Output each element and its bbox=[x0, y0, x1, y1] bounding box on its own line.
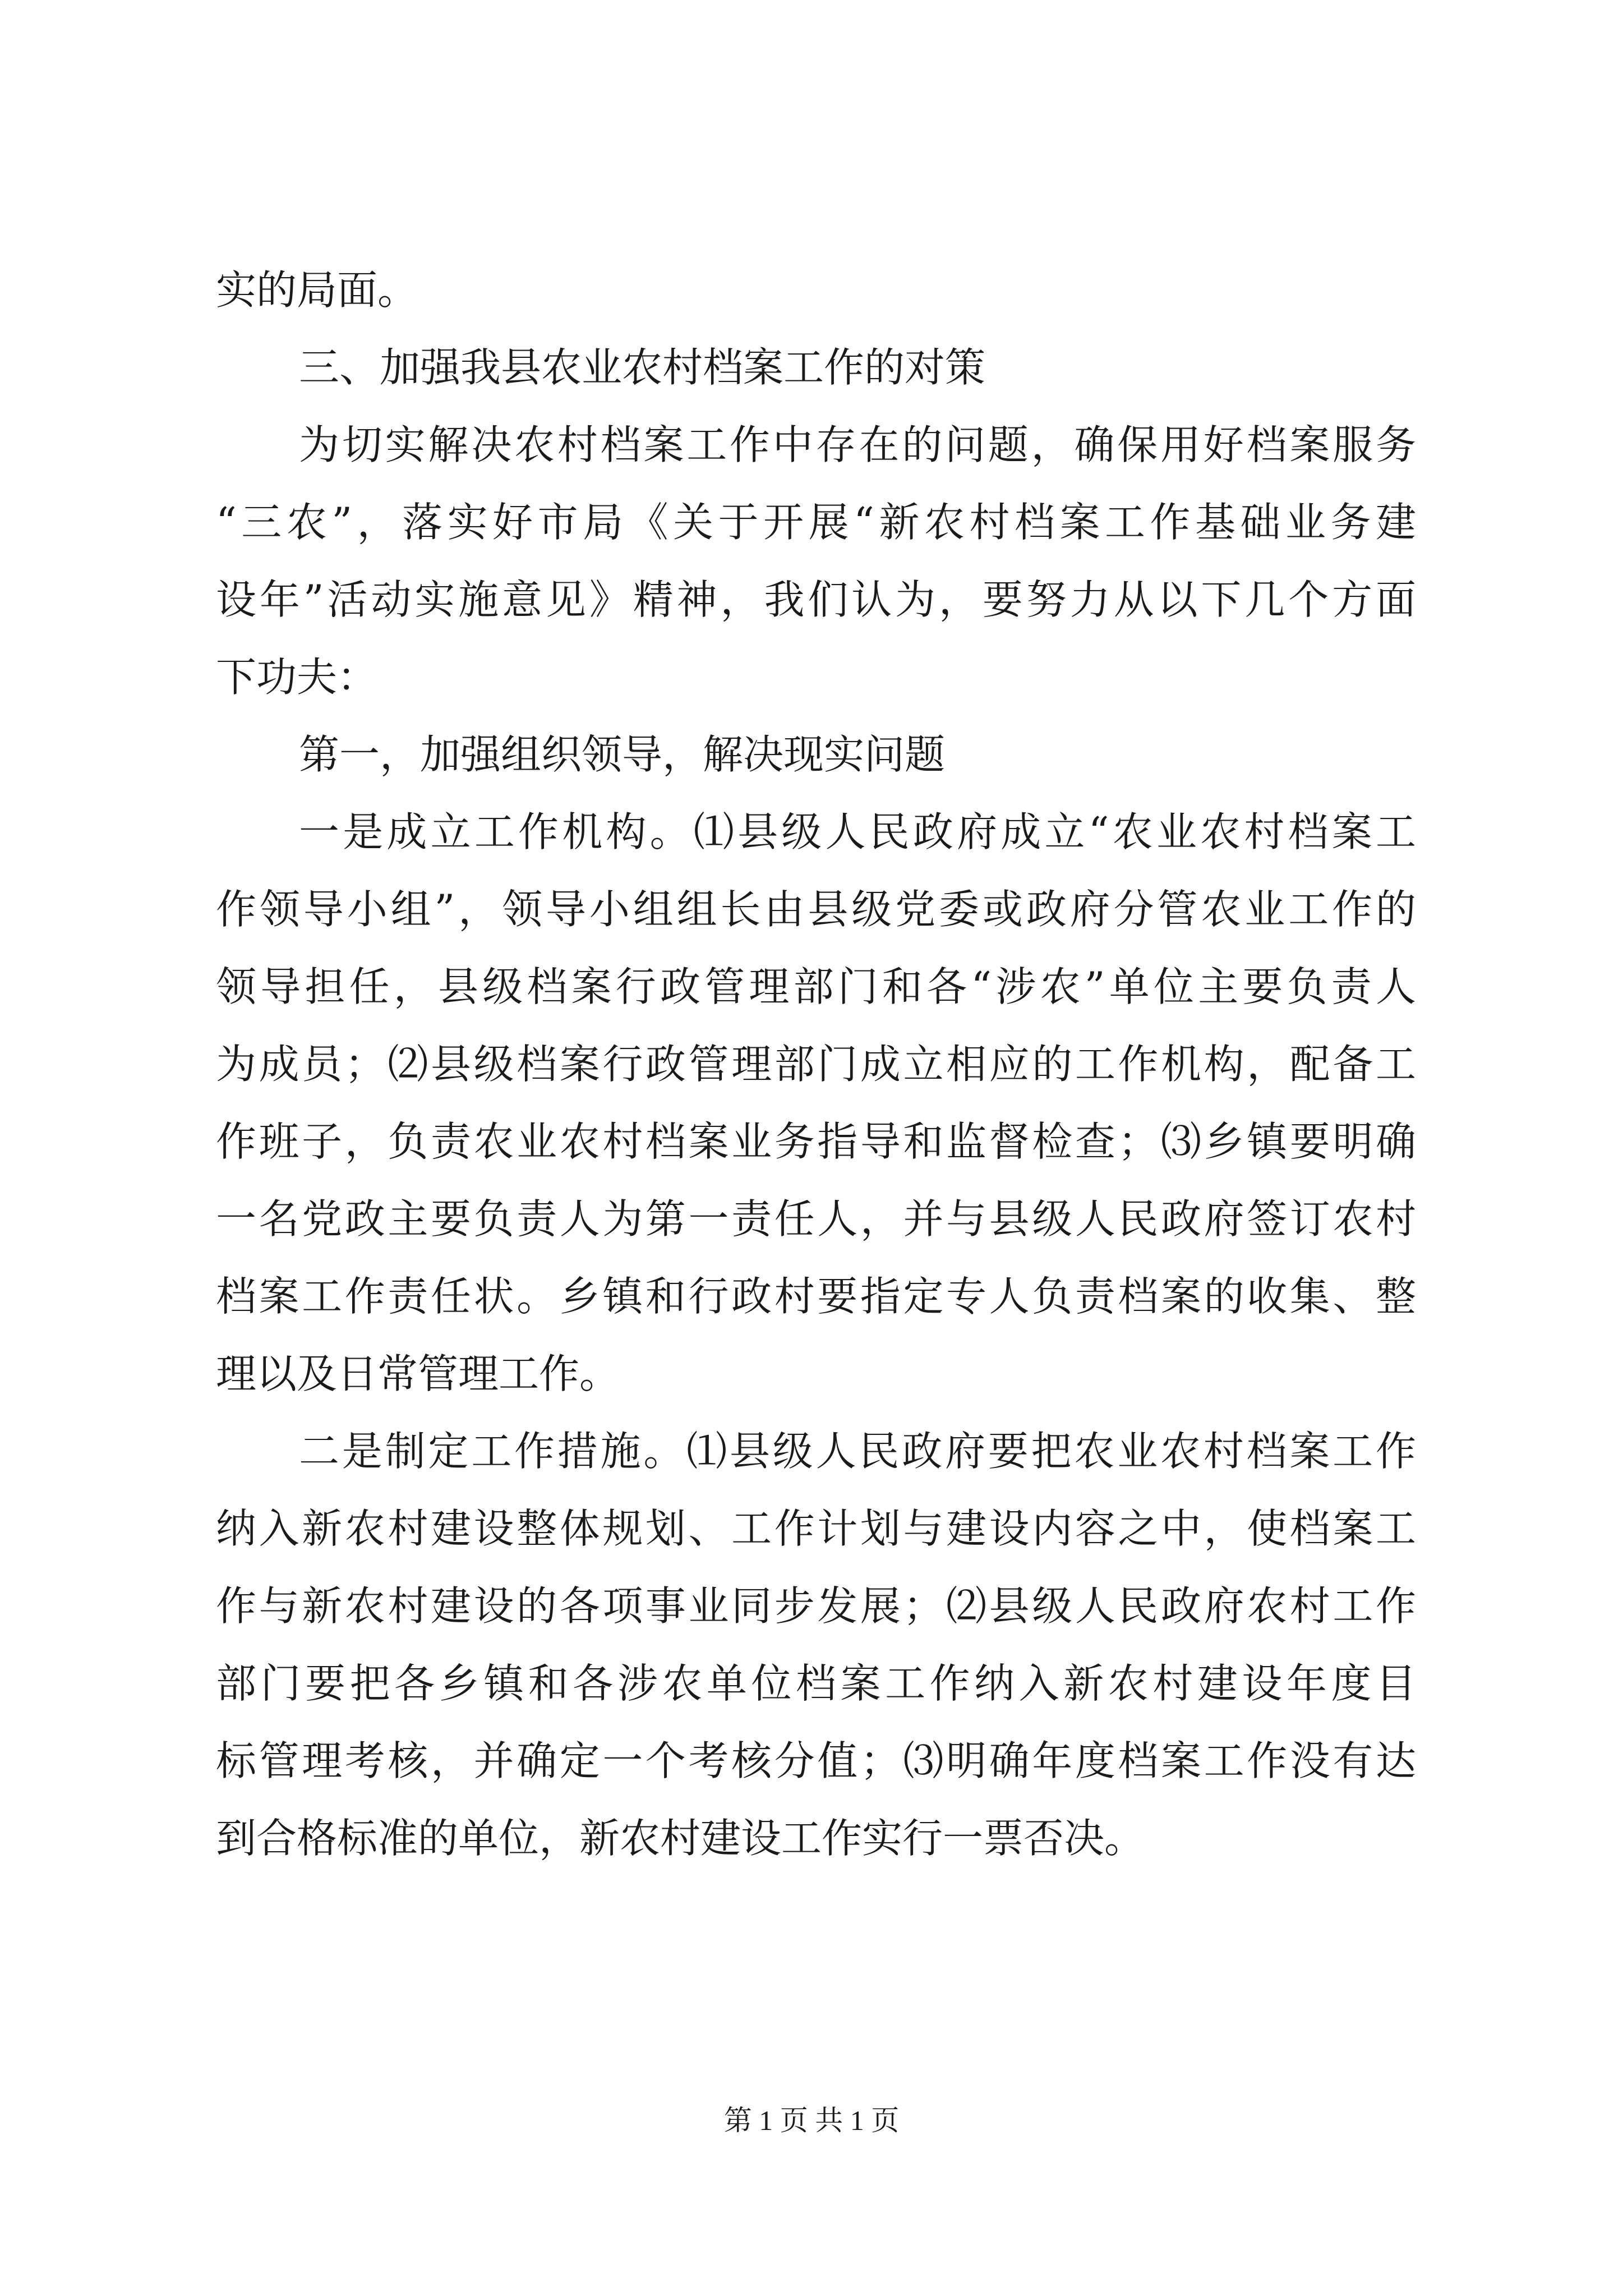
text-line: 二是制定工作措施。⑴县级人民政府要把农业农村档案工作 bbox=[299, 1428, 1416, 1475]
text-line: 作与新农村建设的各项事业同步发展；⑵县级人民政府农村工作 bbox=[216, 1582, 1416, 1630]
text-line: 到合格标准的单位，新农村建设工作实行一票否决。 bbox=[216, 1815, 1145, 1862]
text-line: 作领导小组”，领导小组组长由县级党委或政府分管农业工作的 bbox=[216, 886, 1416, 933]
text-line: 设年”活动实施意见》精神，我们认为，要努力从以下几个方面 bbox=[216, 576, 1416, 623]
subsection-heading: 第一，加强组织领导，解决现实问题 bbox=[299, 731, 946, 778]
document-body bbox=[216, 251, 1416, 1877]
text-line: 标管理考核，并确定一个考核分值；⑶明确年度档案工作没有达 bbox=[216, 1737, 1416, 1784]
text-line: 领导担任，县级档案行政管理部门和各“涉农”单位主要负责人 bbox=[216, 963, 1416, 1010]
text-line: 作班子，负责农业农村档案业务指导和监督检查；⑶乡镇要明确 bbox=[216, 1118, 1416, 1165]
text-line: “三农”，落实好市局《关于开展“新农村档案工作基础业务建 bbox=[216, 499, 1416, 546]
text-line: 一名党政主要负责人为第一责任人，并与县级人民政府签订农村 bbox=[216, 1195, 1416, 1243]
page-footer: 第 1 页 共 1 页 bbox=[723, 2105, 900, 2136]
text-line: 理以及日常管理工作。 bbox=[216, 1350, 620, 1397]
section-heading: 三、加强我县农业农村档案工作的对策 bbox=[299, 344, 986, 391]
text-line: 部门要把各乡镇和各涉农单位档案工作纳入新农村建设年度目 bbox=[216, 1660, 1416, 1707]
text-line: 一是成立工作机构。⑴县级人民政府成立“农业农村档案工 bbox=[299, 808, 1416, 855]
text-line: 为切实解决农村档案工作中存在的问题，确保用好档案服务 bbox=[299, 421, 1416, 468]
text-line: 为成员；⑵县级档案行政管理部门成立相应的工作机构，配备工 bbox=[216, 1041, 1416, 1088]
text-line: 档案工作责任状。乡镇和行政村要指定专人负责档案的收集、整 bbox=[216, 1273, 1416, 1320]
text-line: 下功夫： bbox=[216, 654, 378, 701]
text-line: 实的局面。 bbox=[216, 266, 418, 314]
text-line: 纳入新农村建设整体规划、工作计划与建设内容之中，使档案工 bbox=[216, 1505, 1416, 1552]
